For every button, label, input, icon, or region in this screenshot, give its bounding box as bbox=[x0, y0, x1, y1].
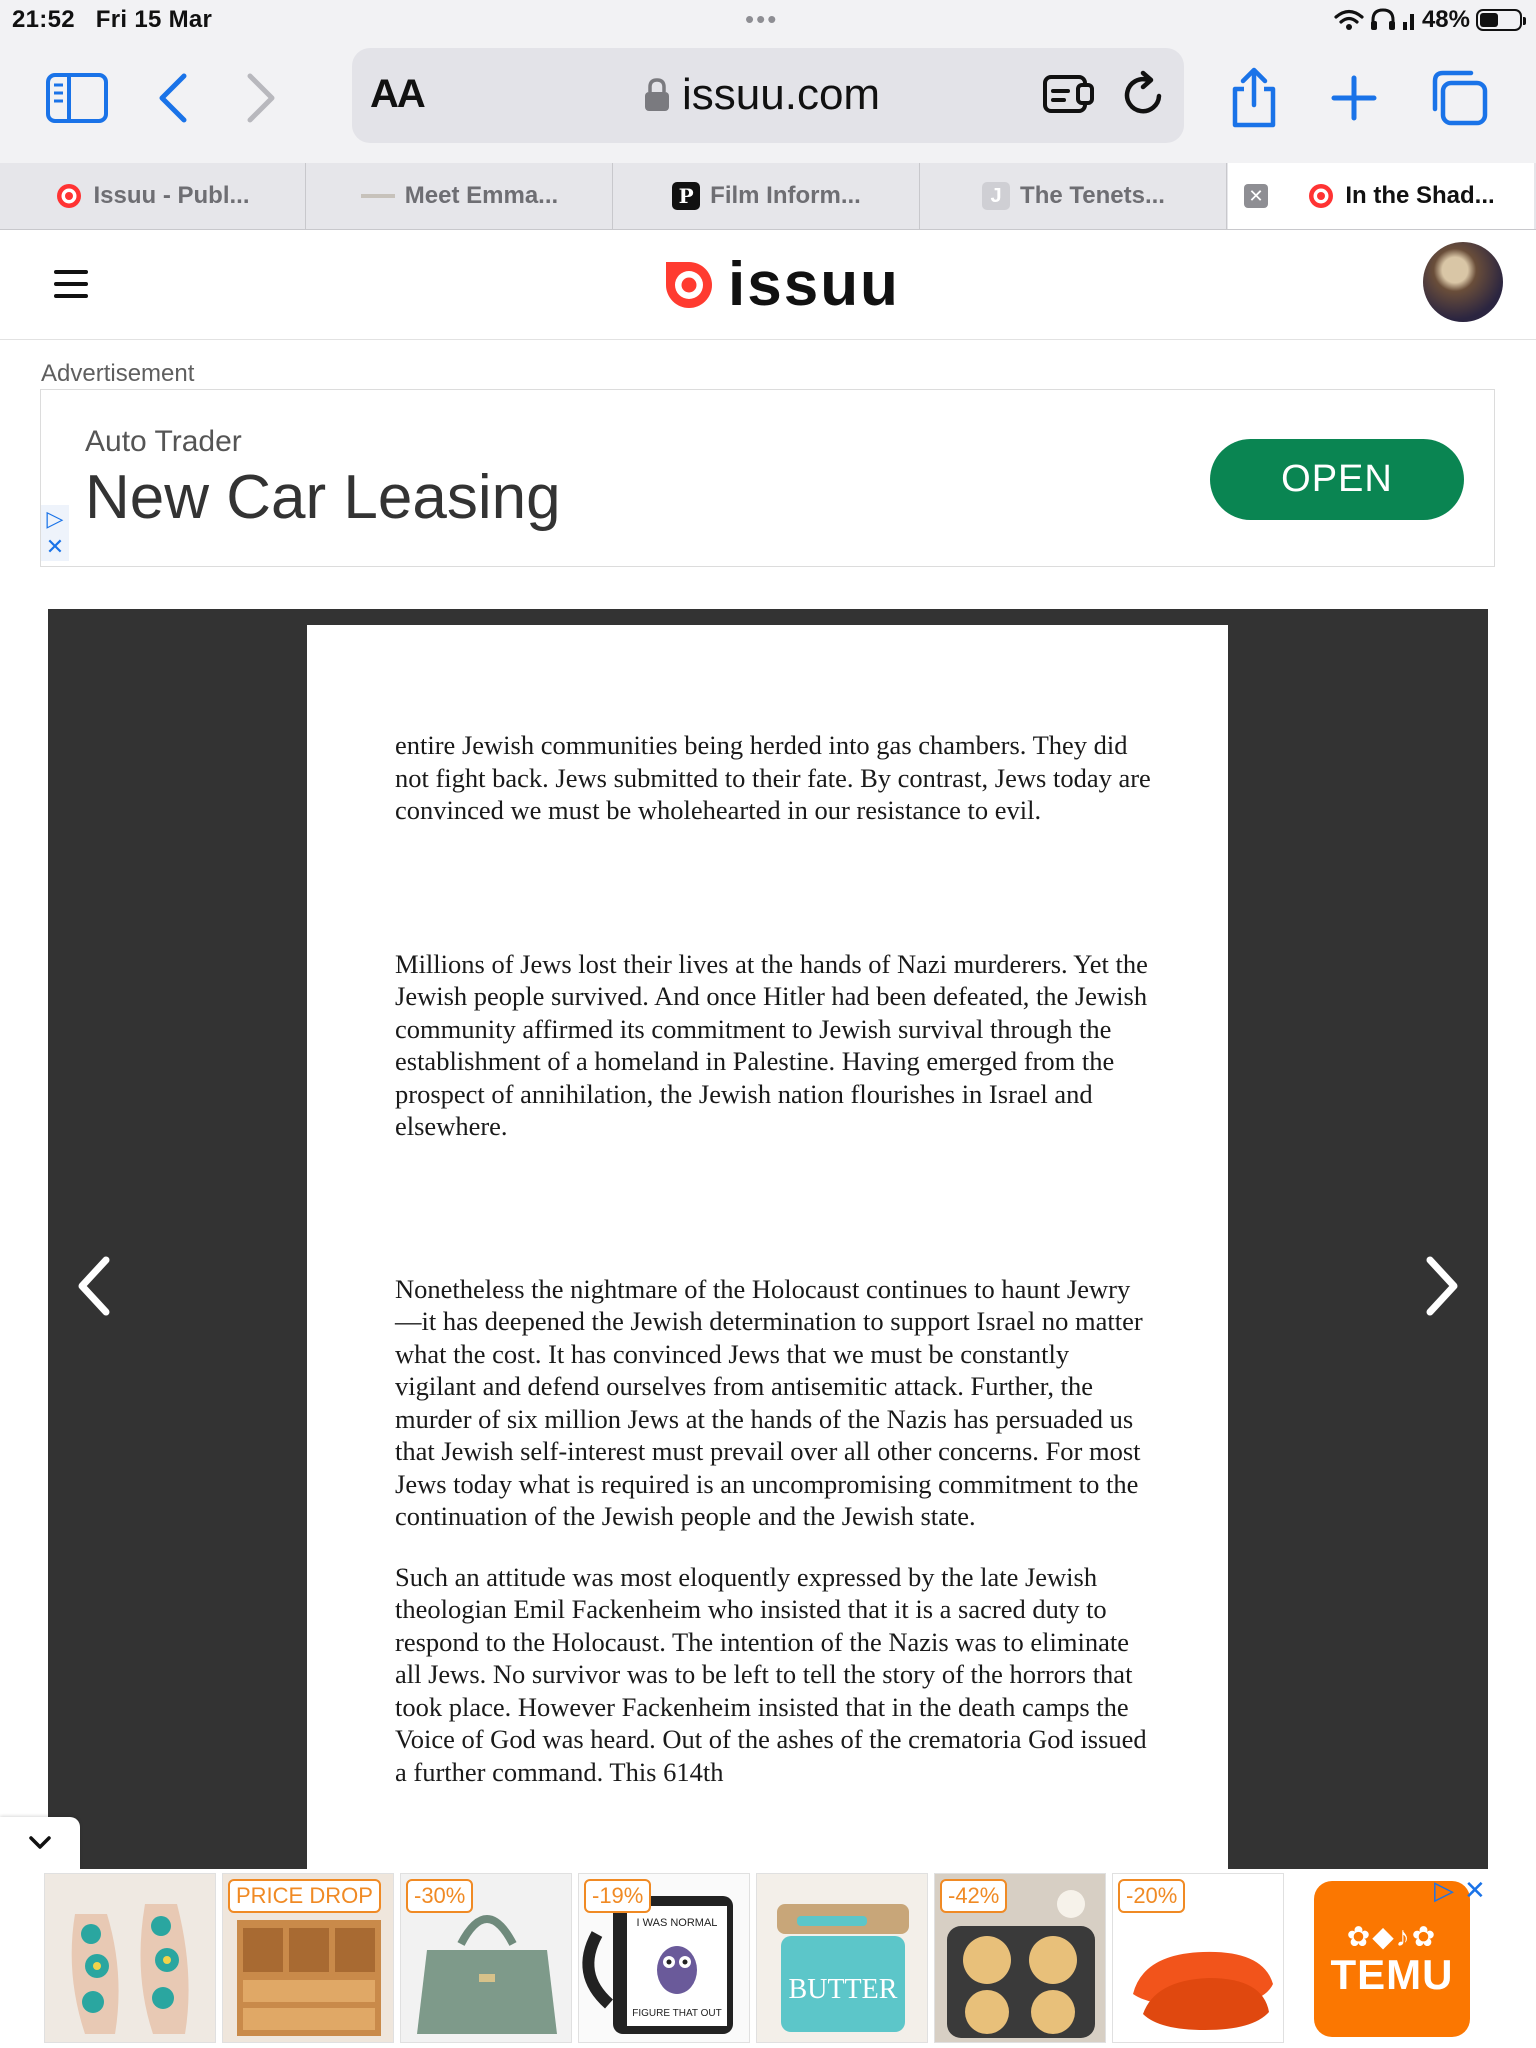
product-sandals[interactable] bbox=[44, 1873, 216, 2043]
back-chevron-icon[interactable] bbox=[141, 65, 207, 131]
ad-brand: Auto Trader bbox=[85, 425, 242, 458]
status-time-date bbox=[12, 6, 212, 34]
product-loafers[interactable] bbox=[1112, 1873, 1284, 2043]
paragraph: Nonetheless the nightmare of the Holocaust continues to haunt Jewry—it has deepened the Jewish determination to support Israel no matter what the cost. It has convinced Jews that we must be constantly vigilant and defend ourselves from antisemitic attack. Further, the murder of six million Jews at the hands of the Nazis has persuaded us that Jewish self-interest must prevail over all other concerns. For most Jews today what is required is an uncompromising commitment to the continuation of the Jewish people and the Jewish state. bbox=[395, 1273, 1143, 1531]
product-handbag[interactable] bbox=[400, 1873, 572, 2043]
tab-label: Meet Emma... bbox=[404, 182, 559, 209]
tab-meet-emma[interactable] bbox=[307, 163, 613, 229]
site-header bbox=[0, 230, 1536, 340]
tab-label: The Tenets... bbox=[1020, 182, 1165, 209]
document-page[interactable] bbox=[307, 625, 1228, 1885]
url-display[interactable] bbox=[644, 70, 880, 120]
wifi-icon bbox=[1334, 8, 1364, 32]
status-date: Fri 15 Mar bbox=[95, 6, 213, 33]
next-page-arrow-icon[interactable] bbox=[1412, 1246, 1472, 1326]
discount-badge: PRICE DROP bbox=[228, 1879, 381, 1913]
multitasking-dots-icon[interactable]: ••• bbox=[745, 4, 779, 34]
paragraph: Such an attitude was most eloquently expressed by the late Jewish theologian Emil Fackenheim who insisted that it is a sacred duty to respond to the Holocaust. The intention of the Nazis was to eliminate all Jews. No survivor was to be left to tell the story of the horrors that took place. However Fackenheim insisted that in the death camps the Voice of God was heard. Out of the ashes of the crematoria God issued a further command. This 614th bbox=[395, 1561, 1147, 1787]
url-actions bbox=[1042, 70, 1166, 118]
status-bar bbox=[0, 0, 1536, 40]
j-letter-icon: J bbox=[982, 182, 1010, 210]
ad-headline: New Car Leasing bbox=[85, 463, 561, 532]
temu-glyph-icon: ✿◆♪✿ bbox=[1346, 1921, 1438, 1952]
address-bar[interactable] bbox=[352, 48, 1184, 143]
paragraph: Millions of Jews lost their lives at the hands of Nazi murderers. Yet the Jewish people survived. And once Hitler had been defeated, the Jewish community affirmed its commitment to Jewish survival through the establishment of a homeland in Palestine. Having emerged from the prospect of annihilation, the Jewish nation flourishes in Israel and elsewhere. bbox=[395, 948, 1148, 1141]
menu-hamburger-icon[interactable] bbox=[54, 270, 88, 298]
ad-close-icon[interactable]: ✕ bbox=[41, 533, 69, 561]
product-owl-mug[interactable] bbox=[578, 1873, 750, 2043]
ad-choices-icon[interactable]: ▷ bbox=[41, 505, 69, 533]
emma-thumbnail-icon bbox=[361, 182, 395, 210]
sandals-image bbox=[45, 1874, 216, 2043]
collapse-banner-button[interactable] bbox=[0, 1817, 80, 1869]
new-tab-plus-icon[interactable] bbox=[1321, 65, 1387, 131]
previous-page-arrow-icon[interactable] bbox=[64, 1246, 124, 1326]
tab-label: Film Inform... bbox=[710, 182, 861, 209]
browser-toolbar bbox=[0, 40, 1536, 163]
discount-badge: -19% bbox=[584, 1879, 651, 1913]
sidebar-toggle-icon[interactable] bbox=[44, 65, 110, 131]
discount-badge: -30% bbox=[406, 1879, 473, 1913]
url-text: issuu.com bbox=[682, 70, 881, 119]
advertisement-label: Advertisement bbox=[41, 360, 195, 387]
close-tab-icon[interactable]: ✕ bbox=[1244, 184, 1268, 208]
tab-issuu-publ[interactable] bbox=[0, 163, 306, 229]
headphones-icon bbox=[1370, 8, 1396, 32]
tab-overview-icon[interactable] bbox=[1426, 65, 1492, 131]
reader-mode-button[interactable]: AA bbox=[370, 72, 424, 116]
banner-ad-controls bbox=[1434, 1875, 1486, 1906]
ad-banner[interactable] bbox=[40, 389, 1495, 567]
ad-choices bbox=[41, 505, 69, 565]
tab-strip bbox=[0, 163, 1536, 230]
tab-film-inform[interactable] bbox=[614, 163, 920, 229]
share-icon[interactable] bbox=[1221, 65, 1287, 131]
tab-the-tenets[interactable] bbox=[921, 163, 1227, 229]
mug-text-bottom: FIGURE THAT OUT bbox=[632, 2008, 722, 2019]
discount-badge: -42% bbox=[940, 1879, 1007, 1913]
product-desk-organizer[interactable] bbox=[222, 1873, 394, 2043]
butter-label: BUTTER bbox=[788, 1974, 898, 2005]
ad-choices-icon[interactable]: ▷ bbox=[1434, 1875, 1454, 1905]
signal-icon bbox=[1402, 8, 1416, 32]
mug-text-top: I WAS NORMAL bbox=[636, 1917, 718, 1929]
tab-in-the-shad[interactable] bbox=[1228, 163, 1534, 229]
issuu-icon bbox=[1307, 182, 1335, 210]
ad-open-button[interactable]: OPEN bbox=[1210, 439, 1464, 520]
user-avatar[interactable] bbox=[1423, 242, 1503, 322]
battery-icon bbox=[1476, 9, 1522, 31]
battery-level-fill bbox=[1480, 13, 1498, 27]
status-time: 21:52 bbox=[12, 6, 75, 33]
status-indicators bbox=[1334, 6, 1522, 34]
extensions-icon[interactable] bbox=[1042, 71, 1096, 117]
paragraph: entire Jewish communities being herded into gas chambers. They did not fight back. Jews submitted to their fate. By contrast, Jews today are convinced we must be wholehearted in our resistance to evil. bbox=[395, 730, 1151, 825]
page-text bbox=[395, 729, 1155, 1788]
lock-icon bbox=[644, 78, 670, 112]
ad-close-icon[interactable]: ✕ bbox=[1464, 1875, 1486, 1905]
tab-label: In the Shad... bbox=[1345, 182, 1495, 209]
butter-dish-image bbox=[757, 1874, 928, 2043]
logo-text: issuu bbox=[728, 250, 900, 319]
forward-chevron-icon[interactable] bbox=[227, 65, 293, 131]
product-egg-pan[interactable] bbox=[934, 1873, 1106, 2043]
product-butter-dish[interactable] bbox=[756, 1873, 928, 2043]
tab-label: Issuu - Publ... bbox=[93, 182, 250, 209]
shopping-banner-ad[interactable] bbox=[0, 1869, 1536, 2048]
discount-badge: -20% bbox=[1118, 1879, 1185, 1913]
temu-brand: TEMU bbox=[1330, 1951, 1454, 1998]
p-letter-icon: P bbox=[672, 182, 700, 210]
chevron-down-icon bbox=[29, 1836, 51, 1850]
issuu-logo-icon bbox=[662, 258, 716, 312]
battery-percent: 48% bbox=[1421, 6, 1470, 33]
reload-icon[interactable] bbox=[1122, 70, 1166, 118]
issuu-logo[interactable] bbox=[662, 250, 900, 319]
issuu-icon bbox=[55, 182, 83, 210]
document-reader bbox=[48, 609, 1488, 1869]
